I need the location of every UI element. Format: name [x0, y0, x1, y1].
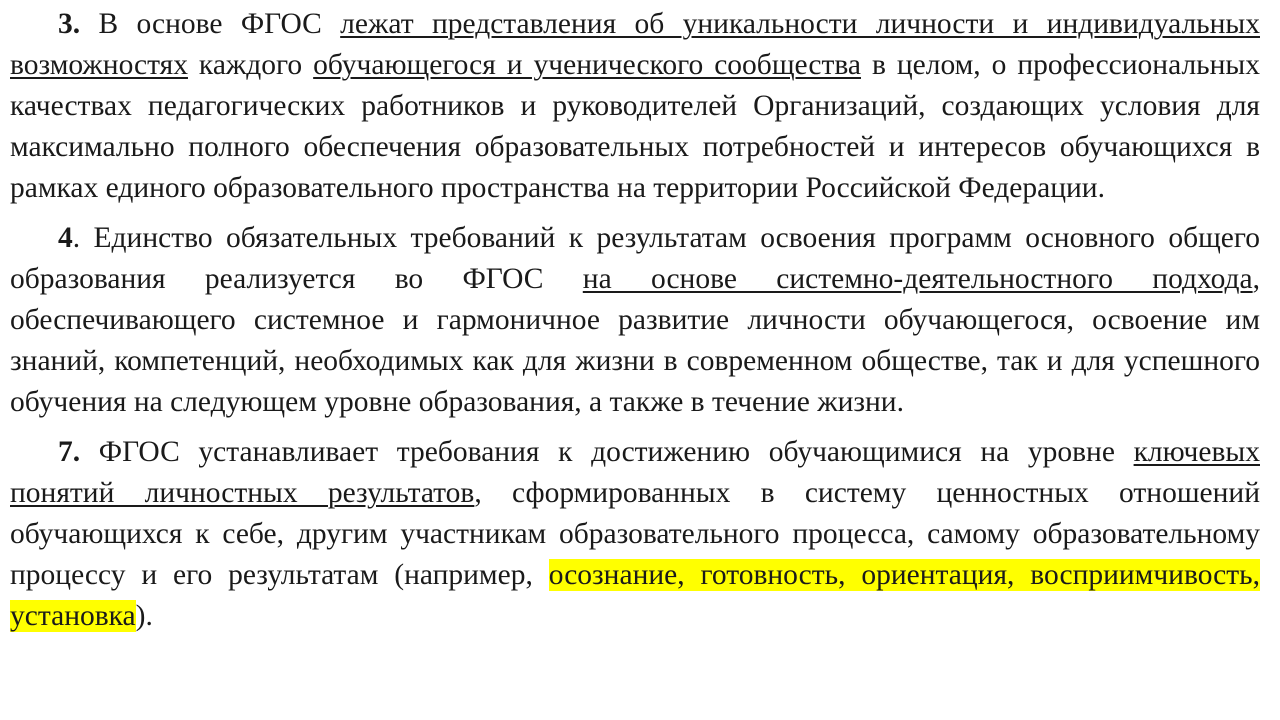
document-page — [10, 4, 1260, 637]
paragraph-7 — [10, 432, 1260, 637]
underlined-phrase: обучающегося и ученического сообщества — [313, 49, 861, 81]
paragraph-4 — [10, 218, 1260, 423]
underlined-phrase: лежат представления об уникальности личности и индивидуальных возможностях — [10, 8, 1260, 81]
paragraph-number: 4 — [58, 222, 73, 254]
paragraph-number: 3. — [58, 8, 81, 40]
paragraph-text: , обеспечивающего системное и гармоничное развитие личности обучающегося, освоение им знаний, компетенций, необходимых как для жизни в современном обществе, так и для успешного обучения на следующем уровне образования, а также в течение жизни. — [10, 263, 1260, 418]
paragraph-number: 7. — [58, 436, 81, 468]
underlined-phrase: ключевых понятий личностных результатов — [10, 436, 1260, 509]
highlighted-phrase: осознание, готовность, ориентация, восприимчивость, установка — [10, 559, 1260, 632]
paragraph-text: ФГОС устанавливает требования к достижению обучающимися на уровне — [80, 436, 1134, 468]
paragraph-text: . Единство обязательных требований к результатам освоения программ основного общего образования реализуется во ФГОС — [10, 222, 1260, 295]
underlined-phrase: на основе системно-деятельностного подхода — [582, 263, 1253, 295]
paragraph-text: ). — [135, 600, 153, 632]
paragraph-text: каждого — [187, 49, 314, 81]
paragraph-text: , сформированных в систему ценностных отношений обучающихся к себе, другим участникам образовательного процесса, самому образовательному процессу и его результатам (например, — [10, 477, 1261, 591]
paragraph-3 — [10, 4, 1260, 209]
paragraph-text: В основе ФГОС — [80, 8, 341, 40]
paragraph-text: в целом, о профессиональных качествах педагогических работников и руководителей Организаций, создающих условия для максимально полного обеспечения образовательных потребностей и интересов обучающихся в рамках единого образовательного пространства на территории Российской Федерации. — [10, 49, 1260, 204]
